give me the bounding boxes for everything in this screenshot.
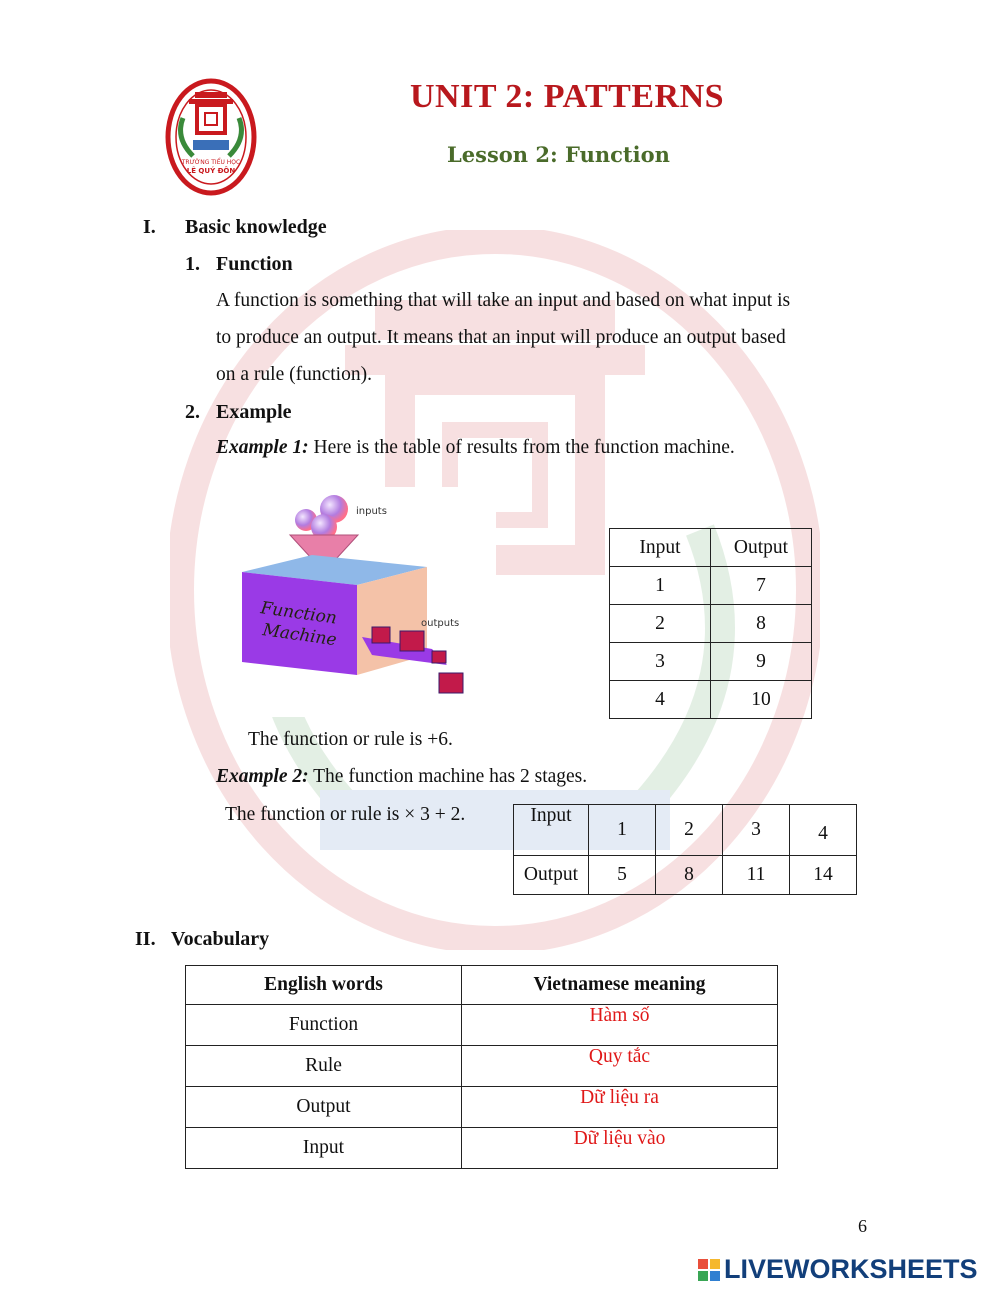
section-2-number: II. bbox=[135, 928, 156, 950]
table1-output-cell: 10 bbox=[711, 681, 812, 719]
example-1-line bbox=[216, 437, 735, 459]
table-row bbox=[610, 643, 812, 681]
table2-input-cell: 2 bbox=[656, 805, 723, 856]
table2-input-cell: 1 bbox=[589, 805, 656, 856]
table1-input-cell: 2 bbox=[610, 605, 711, 643]
example-2-text: The function machine has 2 stages. bbox=[308, 766, 588, 787]
vocab-english-cell: Rule bbox=[186, 1046, 462, 1087]
example-2-label: Example 2: bbox=[216, 766, 309, 787]
vocab-vietnamese-cell: Dữ liệu vào bbox=[462, 1128, 778, 1169]
vocab-vietnamese-cell: Dữ liệu ra bbox=[462, 1087, 778, 1128]
section-1-title: Basic knowledge bbox=[185, 216, 327, 238]
vocab-english-cell: Output bbox=[186, 1087, 462, 1128]
page-number: 6 bbox=[858, 1216, 867, 1236]
liveworksheets-icon bbox=[698, 1259, 720, 1281]
example-1-text: Here is the table of results from the function machine. bbox=[308, 437, 735, 458]
table2-output-cell: 11 bbox=[723, 856, 790, 895]
item-1-title: Function bbox=[216, 253, 293, 275]
item-2-number: 2. bbox=[185, 401, 200, 423]
table2-output-cell: 8 bbox=[656, 856, 723, 895]
table1-output-cell: 8 bbox=[711, 605, 812, 643]
section-2-title: Vocabulary bbox=[171, 928, 270, 950]
function-machine-illustration bbox=[232, 487, 496, 717]
liveworksheets-logo[interactable] bbox=[698, 1254, 978, 1285]
output-cube-4 bbox=[439, 673, 463, 693]
output-cube-2 bbox=[400, 631, 424, 651]
table2-output-cell: 14 bbox=[790, 856, 857, 895]
example-1-label: Example 1: bbox=[216, 437, 309, 458]
table2-output-cell: 5 bbox=[589, 856, 656, 895]
function-table-1 bbox=[609, 528, 812, 719]
vocab-english-cell: Function bbox=[186, 1005, 462, 1046]
machine-label-1: Function bbox=[259, 598, 339, 629]
definition-line-3: on a rule (function). bbox=[216, 364, 372, 385]
machine-label-2: Machine bbox=[261, 620, 338, 651]
table-row bbox=[514, 805, 857, 856]
inputs-label: inputs bbox=[356, 506, 387, 517]
table1-output-cell: 7 bbox=[711, 567, 812, 605]
table2-input-label: Input bbox=[514, 805, 589, 856]
vocab-vietnamese-cell: Quy tắc bbox=[462, 1046, 778, 1087]
logo-text-bottom: LÊ QUÝ ĐÔN bbox=[186, 167, 236, 175]
vocab-header-english: English words bbox=[186, 966, 462, 1005]
vocab-english-cell: Input bbox=[186, 1128, 462, 1169]
function-table-2 bbox=[513, 804, 857, 895]
output-cube-1 bbox=[372, 627, 390, 643]
page-title: UNIT 2: PATTERNS bbox=[410, 78, 725, 115]
table-row bbox=[186, 1128, 778, 1169]
table2-output-label: Output bbox=[514, 856, 589, 895]
table1-input-cell: 3 bbox=[610, 643, 711, 681]
rule-2-text: The function or rule is × 3 + 2. bbox=[225, 804, 466, 825]
table2-input-cell: 3 bbox=[723, 805, 790, 856]
example-2-line bbox=[216, 766, 587, 788]
brand-text: LIVEWORKSHEETS bbox=[724, 1254, 978, 1284]
table1-header-output: Output bbox=[711, 529, 812, 567]
school-logo bbox=[165, 78, 257, 196]
vocab-header-vietnamese: Vietnamese meaning bbox=[462, 966, 778, 1005]
table-row bbox=[514, 856, 857, 895]
definition-line-1: A function is something that will take an input and based on what input is bbox=[216, 290, 791, 311]
output-cube-3 bbox=[432, 651, 446, 663]
outputs-label: outputs bbox=[421, 618, 460, 629]
table-row bbox=[610, 681, 812, 719]
table1-output-cell: 9 bbox=[711, 643, 812, 681]
table1-input-cell: 4 bbox=[610, 681, 711, 719]
definition-line-2: to produce an output. It means that an input will produce an output based bbox=[216, 327, 786, 348]
lesson-title: Lesson 2: Function bbox=[447, 142, 670, 167]
table-row bbox=[186, 1046, 778, 1087]
table2-input-cell: 4 bbox=[790, 805, 857, 856]
logo-text-top: TRƯỜNG TIỂU HỌC bbox=[181, 159, 241, 166]
section-1-number: I. bbox=[143, 216, 156, 238]
table-row bbox=[186, 1005, 778, 1046]
vocabulary-table bbox=[185, 965, 778, 1169]
rule-1-text: The function or rule is +6. bbox=[248, 729, 453, 750]
table1-input-cell: 1 bbox=[610, 567, 711, 605]
item-1-number: 1. bbox=[185, 253, 200, 275]
table-row bbox=[610, 605, 812, 643]
table1-header-input: Input bbox=[610, 529, 711, 567]
table-row bbox=[610, 567, 812, 605]
item-2-title: Example bbox=[216, 401, 292, 423]
table-row bbox=[186, 1087, 778, 1128]
vocab-vietnamese-cell: Hàm số bbox=[462, 1005, 778, 1046]
